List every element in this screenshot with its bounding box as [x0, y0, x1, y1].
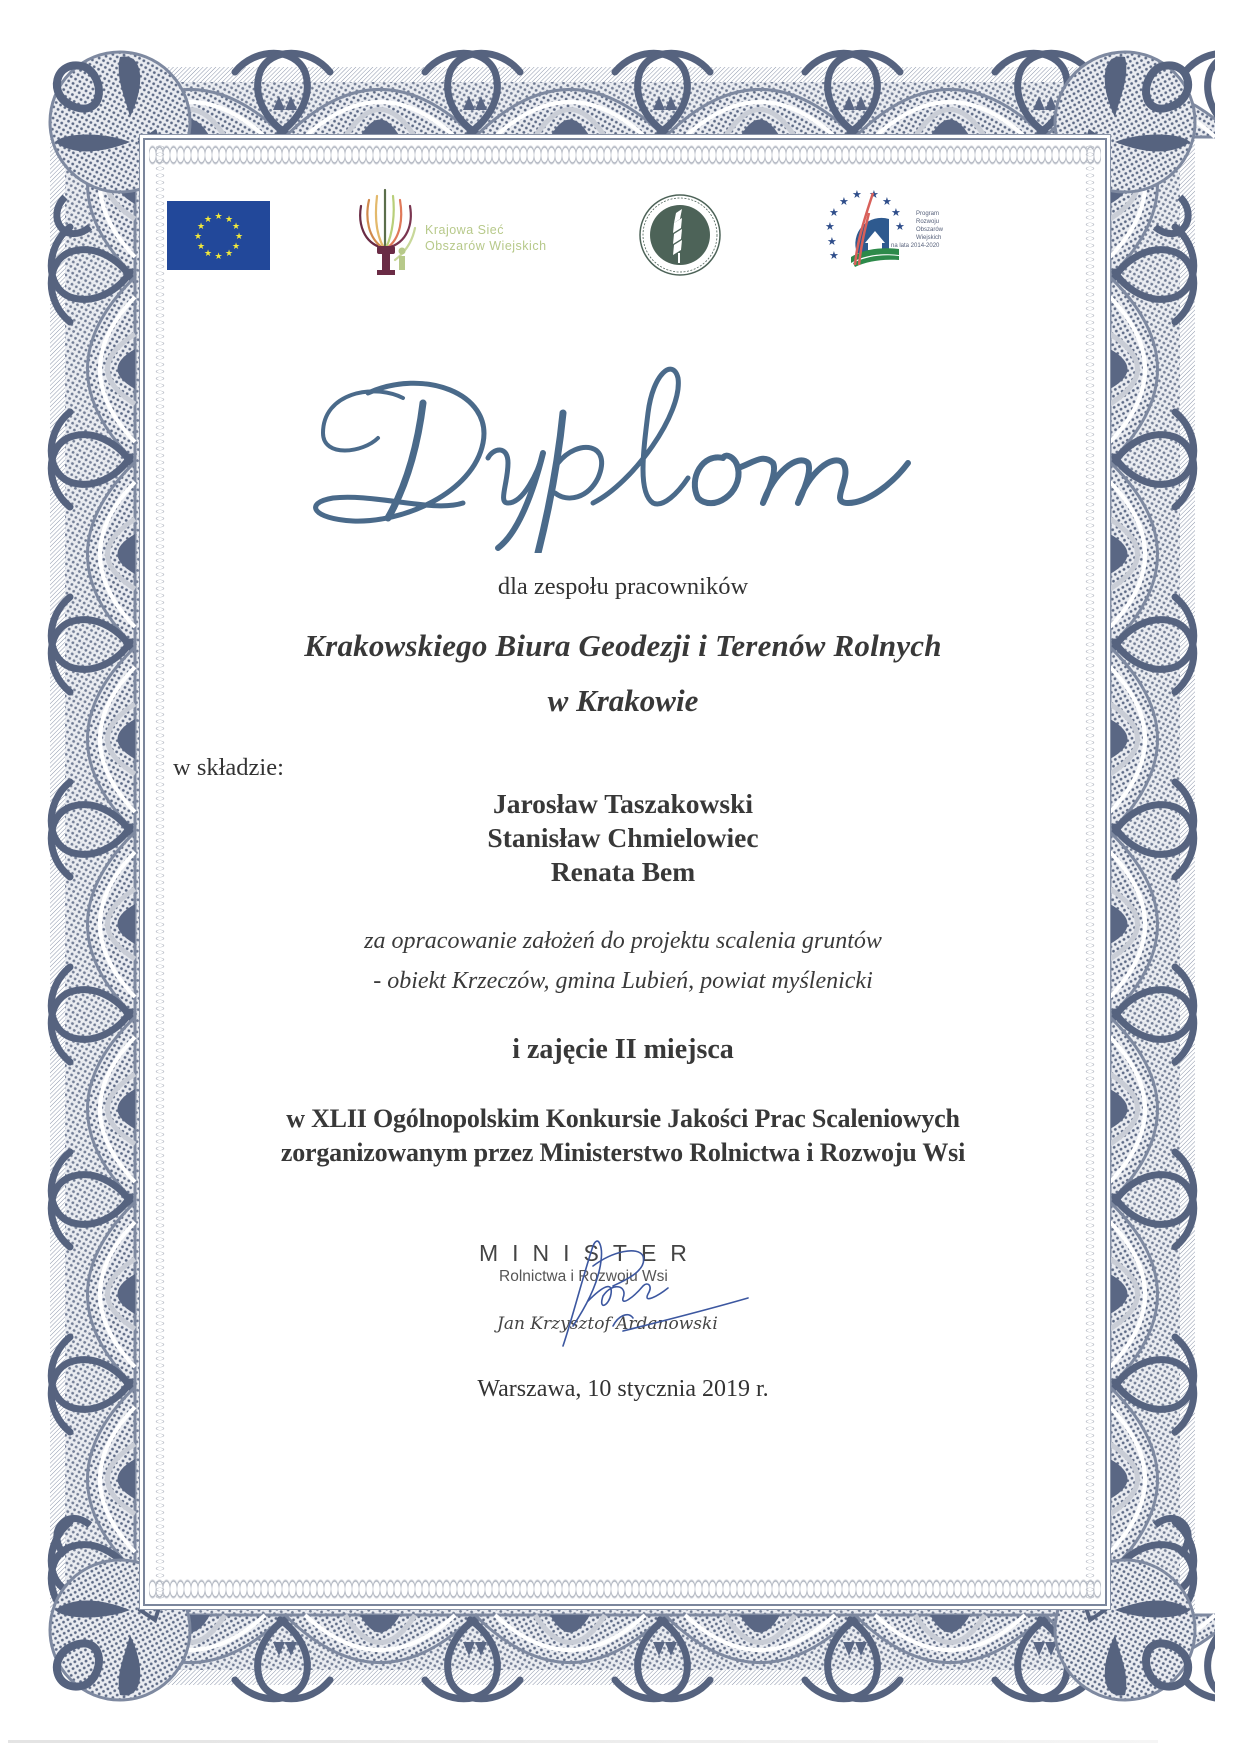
- prow-line-2: Rozwoju: [916, 219, 940, 225]
- prow-logo: [819, 183, 959, 273]
- svg-text:★: ★: [231, 221, 241, 231]
- svg-text:★: ★: [196, 241, 206, 251]
- svg-text:★: ★: [852, 189, 862, 201]
- minister-name: Jan Krzysztof Ardanowski: [497, 1314, 718, 1334]
- svg-text:★: ★: [829, 207, 839, 219]
- minister-title: MINISTER: [479, 1240, 701, 1266]
- svg-text:★: ★: [193, 231, 203, 241]
- svg-text:★: ★: [231, 241, 241, 251]
- place-and-date: Warszawa, 10 stycznia 2019 r.: [477, 1376, 769, 1402]
- ksow-logo: [353, 188, 583, 283]
- organization-city: w Krakowie: [547, 683, 699, 718]
- svg-text:★: ★: [224, 248, 234, 258]
- diploma-title: [293, 353, 953, 553]
- ksow-text: [425, 222, 547, 254]
- svg-text:★: ★: [203, 248, 213, 258]
- member-name: Renata Bem: [550, 856, 696, 887]
- prow-line-3: Obszarów: [916, 227, 944, 233]
- contest-line: w XLII Ogólnopolskim Konkursie Jakości Prac Scaleniowych: [286, 1104, 960, 1133]
- svg-text:★: ★: [869, 189, 879, 201]
- diploma-content: [143, 138, 1103, 1602]
- svg-text:★: ★: [203, 214, 213, 224]
- svg-text:★: ★: [214, 211, 223, 221]
- svg-text:★: ★: [882, 196, 892, 208]
- prow-line-5: na lata 2014-2020: [891, 243, 940, 249]
- scan-edge-line: [8, 1740, 1158, 1743]
- prow-line-1: Program: [916, 211, 940, 217]
- svg-text:★: ★: [827, 236, 837, 248]
- svg-text:★: ★: [839, 196, 849, 208]
- svg-text:★: ★: [895, 221, 905, 233]
- handwritten-signature-icon: [463, 1226, 783, 1356]
- signature-block: [463, 1226, 783, 1346]
- minister-department: Rolnictwa i Rozwoju Wsi: [499, 1268, 668, 1285]
- svg-text:★: ★: [224, 214, 234, 224]
- prow-logo-icon: [819, 183, 914, 273]
- ksow-line-1: Krajowa Sieć: [425, 223, 504, 237]
- award-place: i zajęcie II miejsca: [512, 1034, 734, 1065]
- svg-text:★: ★: [829, 250, 839, 262]
- member-name: Stanisław Chmielowiec: [487, 822, 759, 853]
- intro-text: dla zespołu pracowników: [497, 573, 749, 600]
- ksow-tree-icon: [353, 188, 423, 278]
- svg-text:★: ★: [891, 207, 901, 219]
- svg-text:★: ★: [214, 251, 223, 261]
- composition-label: w składzie:: [173, 754, 284, 781]
- contest-line: zorganizowanym przez Ministerstwo Rolnictwa i Rozwoju Wsi: [280, 1138, 966, 1167]
- svg-text:★: ★: [825, 221, 835, 233]
- prow-text: [891, 210, 944, 250]
- sponsor-logos: [143, 138, 1103, 288]
- prow-line-4: Wiejskich: [916, 235, 942, 241]
- eu-flag-icon: [167, 201, 270, 270]
- organization-name: Krakowskiego Biura Geodezji i Terenów Rolnych: [304, 628, 942, 663]
- ministry-seal-icon: [638, 193, 722, 277]
- svg-text:★: ★: [196, 221, 206, 231]
- svg-text:★: ★: [234, 231, 244, 241]
- reason-line: za opracowanie założeń do projektu scalenia gruntów: [364, 928, 882, 954]
- reason-line: - obiekt Krzeczów, gmina Lubień, powiat myślenicki: [373, 968, 873, 994]
- ksow-line-2: Obszarów Wiejskich: [425, 239, 547, 253]
- member-name: Jarosław Taszakowski: [492, 788, 754, 819]
